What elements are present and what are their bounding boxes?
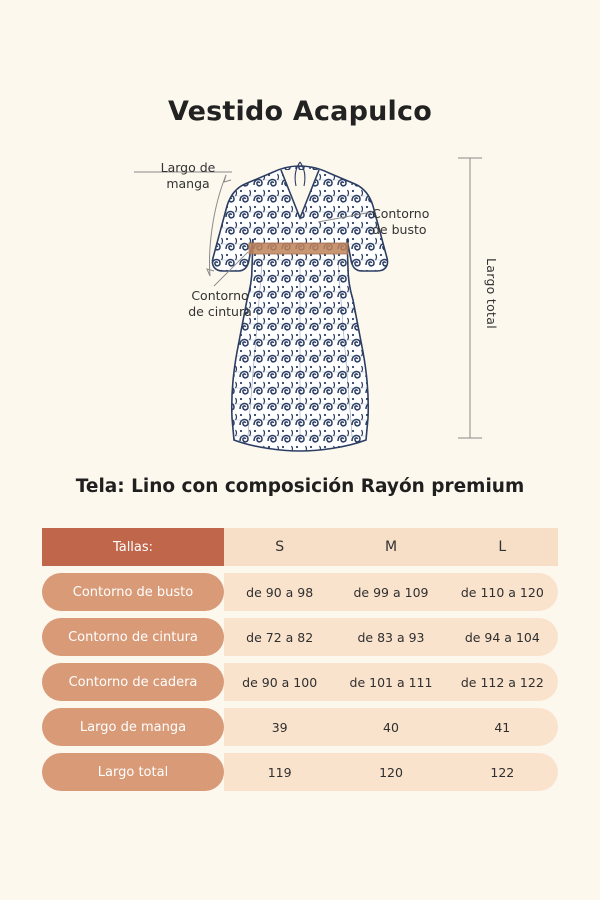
callout-waist-contour-line2: de cintura xyxy=(188,303,252,319)
row-cells-waist xyxy=(224,618,558,656)
fabric-composition: Tela: Lino con composición Rayón premium xyxy=(75,476,525,497)
callout-sleeve-length-line2: manga xyxy=(166,175,210,191)
cell-hip-s: de 90 a 100 xyxy=(242,674,318,690)
row-label-total: Largo total xyxy=(42,753,224,791)
cell-total-m: 120 xyxy=(379,764,403,780)
table-header-row xyxy=(42,528,558,566)
row-cells-bust xyxy=(224,573,558,611)
table-row xyxy=(42,573,558,611)
belt xyxy=(249,243,348,254)
row-label-waist: Contorno de cintura xyxy=(42,618,224,656)
cell-total-l: 122 xyxy=(490,764,515,780)
cell-bust-s: de 90 a 98 xyxy=(246,584,314,600)
cell-waist-m: de 83 a 93 xyxy=(357,629,425,645)
cell-bust-m: de 99 a 109 xyxy=(353,584,429,600)
callout-waist-contour-line1: Contorno xyxy=(191,288,249,303)
size-header-s: S xyxy=(275,539,285,555)
page-title: Vestido Acapulco xyxy=(168,96,432,127)
callout-bust-contour xyxy=(372,206,482,237)
callout-sleeve-length xyxy=(140,160,236,191)
callout-sleeve-length-line1: Largo de xyxy=(160,160,216,175)
row-label-sleeve: Largo de manga xyxy=(42,708,224,746)
dress-illustration-area xyxy=(0,140,600,470)
table-row xyxy=(42,618,558,656)
dress-illustration-svg xyxy=(0,140,600,470)
cell-sleeve-l: 41 xyxy=(494,719,511,735)
cell-hip-l: de 112 a 122 xyxy=(460,674,544,690)
callout-bust-contour-line2: de busto xyxy=(372,221,427,237)
size-header-l: L xyxy=(498,539,507,555)
row-cells-hip xyxy=(224,663,558,701)
callout-total-length: Largo total xyxy=(484,258,499,329)
callout-waist-contour xyxy=(160,288,280,319)
table-header-cells xyxy=(224,528,558,566)
cell-hip-m: de 101 a 111 xyxy=(349,674,433,690)
table-row xyxy=(42,708,558,746)
size-table xyxy=(42,528,558,798)
table-row xyxy=(42,753,558,791)
cell-sleeve-m: 40 xyxy=(383,719,399,735)
row-cells-total xyxy=(224,753,558,791)
cell-bust-l: de 110 a 120 xyxy=(460,584,544,600)
size-header-m: M xyxy=(384,539,398,555)
row-label-bust: Contorno de busto xyxy=(42,573,224,611)
cell-waist-l: de 94 a 104 xyxy=(464,629,540,645)
row-cells-sleeve xyxy=(224,708,558,746)
row-label-hip: Contorno de cadera xyxy=(42,663,224,701)
total-length-guide xyxy=(458,158,482,438)
cell-sleeve-s: 39 xyxy=(271,719,288,735)
cell-total-s: 119 xyxy=(267,764,292,780)
callout-bust-contour-line1: Contorno xyxy=(372,206,430,221)
cell-waist-s: de 72 a 82 xyxy=(246,629,314,645)
table-header-label: Tallas: xyxy=(42,528,224,566)
table-row xyxy=(42,663,558,701)
